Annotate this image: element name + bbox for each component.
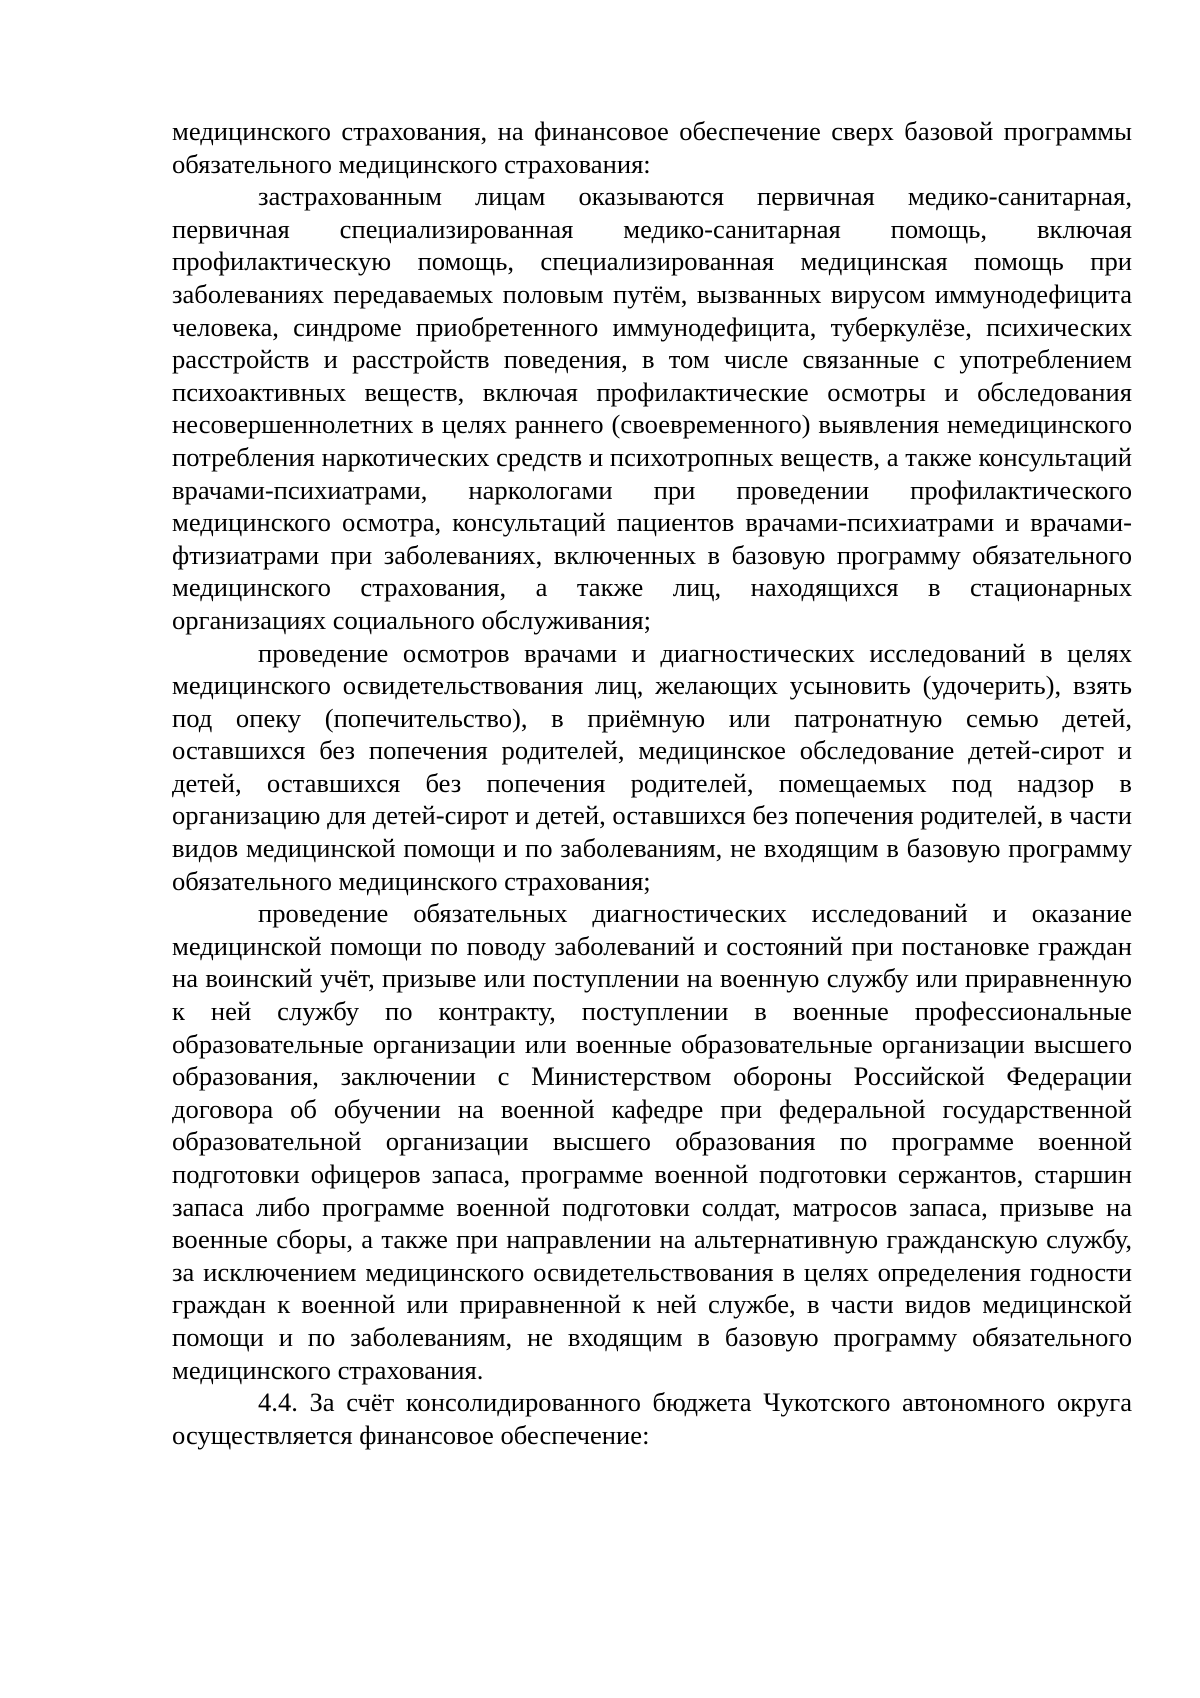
paragraph-continuation: медицинского страхования, на финансовое обеспечение сверх базовой программы обязательного медицинского страхования: xyxy=(172,116,1132,179)
paragraph-adoption-examinations: проведение осмотров врачами и диагностических исследований в целях медицинского освидетельствования лиц, желающих усыновить (удочерить), взять под опеку (попечительство), в приёмную или патронатную семью детей, оставшихся без попечения родителей, медицинское обследование детей-сирот и детей, оставшихся без попечения родителей, помещаемых под надзор в организацию для детей-сирот и детей, оставшихся без попечения родителей, в части видов медицинской помощи и по заболеваниям, не входящим в базовую программу обязательного медицинского страхования; xyxy=(172,637,1132,896)
paragraph-insured-persons-care: застрахованным лицам оказываются первичная медико-санитарная, первичная специализированная медико-санитарная помощь, включая профилактическую помощь, специализированная медицинская помощь при заболеваниях передаваемых половым путём, вызванных вирусом иммунодефицита человека, синдроме приобретенного иммунодефицита, туберкулёзе, психических расстройств и расстройств поведения, в том числе связанные с употреблением психоактивных веществ, включая профилактические осмотры и обследования несовершеннолетних в целях раннего (своевременного) выявления немедицинского потребления наркотических средств и психотропных веществ, а также консультаций врачами-психиатрами, наркологами при проведении профилактического медицинского осмотра, консультаций пациентов врачами-психиатрами и врачами-фтизиатрами при заболеваниях, включенных в базовую программу обязательного медицинского страхования, а также лиц, находящихся в стационарных организациях социального обслуживания; xyxy=(172,181,1132,635)
paragraph-section-4-4: 4.4. За счёт консолидированного бюджета Чукотского автономного округа осуществляется финансовое обеспечение: xyxy=(172,1387,1132,1450)
paragraph-military-examinations: проведение обязательных диагностических исследований и оказание медицинской помощи по поводу заболеваний и состояний при постановке граждан на воинский учёт, призыве или поступлении на военную службу или приравненную к ней службу по контракту, поступлении в военные профессиональные образовательные организации или военные образовательные организации высшего образования, заключении с Министерством обороны Российской Федерации договора об обучении на военной кафедре при федеральной государственной образовательной организации высшего образования по программе военной подготовки офицеров запаса, программе военной подготовки сержантов, старшин запаса либо программе военной подготовки солдат, матросов запаса, призыве на военные сборы, а также при направлении на альтернативную гражданскую службу, за исключением медицинского освидетельствования в целях определения годности граждан к военной или приравненной к ней службе, в части видов медицинской помощи и по заболеваниям, не входящим в базовую программу обязательного медицинского страхования. xyxy=(172,898,1132,1385)
document-body xyxy=(172,115,1132,1451)
